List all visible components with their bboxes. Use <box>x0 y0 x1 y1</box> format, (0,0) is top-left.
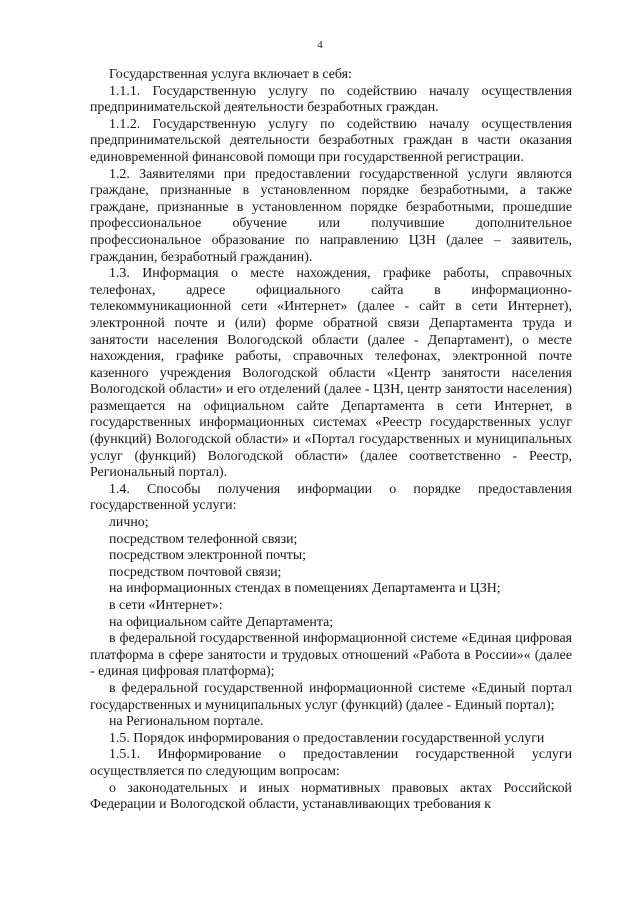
paragraph: о законодательных и иных нормативных правовых актах Российской Федерации и Вологодской области, устанавливающих требования к <box>90 780 572 813</box>
paragraph: 1.1.1. Государственную услугу по содействию началу осуществления предпринимательской деятельности безработных граждан. <box>90 83 572 116</box>
list-item: на Региональном портале. <box>109 714 264 730</box>
paragraph: 1.1.2. Государственную услугу по содействию началу осуществления предпринимательской деятельности безработных граждан в части оказания единовременной финансовой помощи при государственной регистрации. <box>90 116 572 165</box>
paragraph: 1.3. Информация о месте нахождения, графике работы, справочных телефонах, адресе официального сайта в информационно-телекоммуникационной сети «Интернет» (далее - сайт в сети Интернет), электронной почте и (или) форме обратной связи Департамента труда и занятости населения Вологодской области (далее - Департамент), о месте нахождения, графике работы, справочных телефонах, электронной почте казенного учреждения Вологодской области «Центр занятости населения Вологодской области» и его отделений (далее - ЦЗН, центр занятости населения) размещается на официальном сайте Департамента в сети Интернет, в государственных информационных системах «Реестр государственных услуг (функций) Вологодской области» и «Портал государственных и муниципальных услуг (функций) Вологодской области» (далее соответственно - Реестр, Региональный портал). <box>90 266 572 481</box>
list-item: в федеральной государственной информационной системе «Единая цифровая платформа в сфере занятости и трудовых отношений «Работа в России»« (далее - единая цифровая платформа); <box>90 631 572 680</box>
paragraph: 1.5.1. Информирование о предоставлении государственной услуги осуществляется по следующим вопросам: <box>90 747 572 779</box>
paragraph: Государственная услуга включает в себя: <box>109 67 352 82</box>
paragraph: 1.4. Способы получения информации о порядке предоставления государственной услуги: <box>90 481 572 514</box>
list-item: в сети «Интернет»: <box>109 598 223 613</box>
paragraph: 1.2. Заявителями при предоставлении государственной услуги являются граждане, признанные в установленном порядке безработными, а также граждане, признанные в установленном порядке безработными, прошедшие профессиональное обучение или получившие дополнительное профессиональное образование по направлению ЦЗН (далее – заявитель, гражданин, безработный гражданин). <box>90 166 572 265</box>
list-item: лично; <box>109 515 149 531</box>
list-item: посредством почтовой связи; <box>109 564 282 580</box>
page-number: 4 <box>317 39 323 51</box>
list-item: посредством электронной почты; <box>109 548 307 564</box>
document-body <box>90 67 572 814</box>
list-item: на информационных стендах в помещениях Департамента и ЦЗН; <box>109 581 501 597</box>
list-item: в федеральной государственной информационной системе «Единый портал государственных и муниципальных услуг (функций) (далее - Единый портал); <box>90 680 572 713</box>
paragraph: 1.5. Порядок информирования о предоставлении государственной услуги <box>109 730 545 746</box>
list-item: на официальном сайте Департамента; <box>109 614 334 630</box>
list-item: посредством телефонной связи; <box>109 531 298 547</box>
